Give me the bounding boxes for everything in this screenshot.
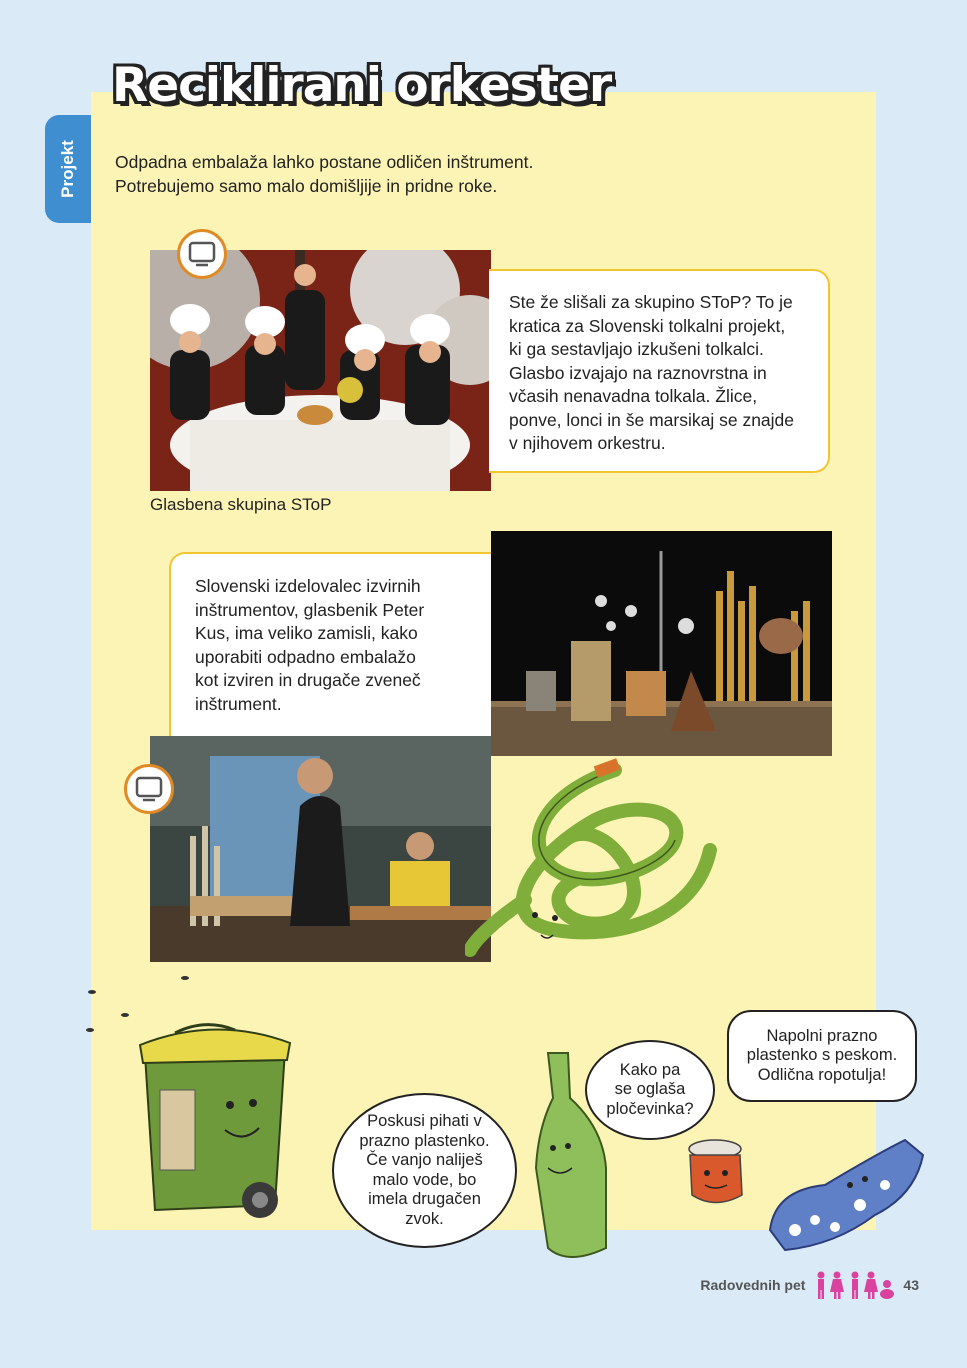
stop-text-line: Glasbo izvajajo na raznovrstna in	[509, 362, 767, 383]
stop-text-line: ponve, lonci in še marsikaj se znajde	[509, 409, 795, 430]
intro-line: Odpadna embalaža lahko postane odličen inštrument.	[115, 152, 534, 172]
recycling-bin-illustration	[135, 1015, 295, 1225]
tv-icon	[124, 764, 174, 814]
speech-line: pločevinka?	[606, 1099, 694, 1118]
peter-kus-photo	[150, 736, 491, 962]
kus-text-line: inštrument.	[195, 693, 282, 714]
intro-line: Potrebujemo samo malo domišljije in pridne roke.	[115, 176, 498, 196]
speech-line: zvok.	[405, 1209, 444, 1228]
speech-line: se oglaša	[614, 1080, 686, 1099]
kus-text-line: Slovenski izdelovalec izvirnih	[195, 576, 421, 596]
speech-line: prazno plastenko.	[359, 1131, 490, 1150]
plastic-bottle-illustration	[765, 1135, 930, 1255]
kus-text-line: uporabiti odpadno embalažo	[195, 646, 416, 667]
tin-can-illustration	[680, 1135, 755, 1210]
speech-line: Poskusi pihati v	[367, 1112, 482, 1130]
can-speech-bubble	[585, 1040, 715, 1140]
stage-instruments-photo	[491, 531, 832, 756]
page-number: 43	[903, 1277, 919, 1293]
bottle-speech-bubble	[332, 1093, 517, 1248]
kus-info-box	[169, 552, 493, 736]
side-tab-label: Projekt	[58, 140, 77, 198]
speech-line: Če vanjo naliješ	[366, 1151, 483, 1169]
stop-text-line: včasih nenavadna tolkala. Žlice,	[509, 386, 758, 406]
speech-line: malo vode, bo	[372, 1170, 477, 1189]
stop-info-box	[489, 269, 830, 473]
stop-band-photo	[150, 250, 491, 491]
speech-line: Odlična ropotulja!	[757, 1065, 887, 1084]
speech-line: Napolni prazno	[766, 1026, 878, 1045]
garden-hose-illustration	[465, 750, 730, 965]
stop-text-line: Ste že slišali za skupino SToP? To je	[509, 292, 793, 312]
stop-text-line: v njihovem orkestru.	[509, 433, 666, 453]
speech-line: plastenko s peskom.	[746, 1046, 898, 1065]
page-footer	[700, 1270, 919, 1300]
plastic-speech-bubble	[727, 1010, 917, 1102]
figures-icon	[813, 1270, 895, 1300]
speech-line: imela drugačen	[368, 1190, 481, 1208]
kus-text-line: inštrumentov, glasbenik Peter	[195, 599, 425, 620]
speech-line: Kako pa	[619, 1060, 681, 1079]
tv-icon	[177, 229, 227, 279]
page-title: Reciklirani orkester	[112, 58, 612, 113]
kus-text-line: Kus, ima veliko zamisli, kako	[195, 623, 418, 643]
book-title: Radovednih pet	[700, 1277, 806, 1293]
stop-text-line: kratica za Slovenski tolkalni projekt,	[509, 315, 786, 336]
side-tab	[45, 115, 91, 223]
stop-photo-caption: Glasbena skupina SToP	[150, 495, 332, 514]
stop-text-line: ki ga sestavljajo izkušeni tolkalci.	[509, 339, 764, 359]
kus-text-line: kot izviren in drugače zveneč	[195, 670, 421, 690]
intro-text	[115, 150, 533, 198]
